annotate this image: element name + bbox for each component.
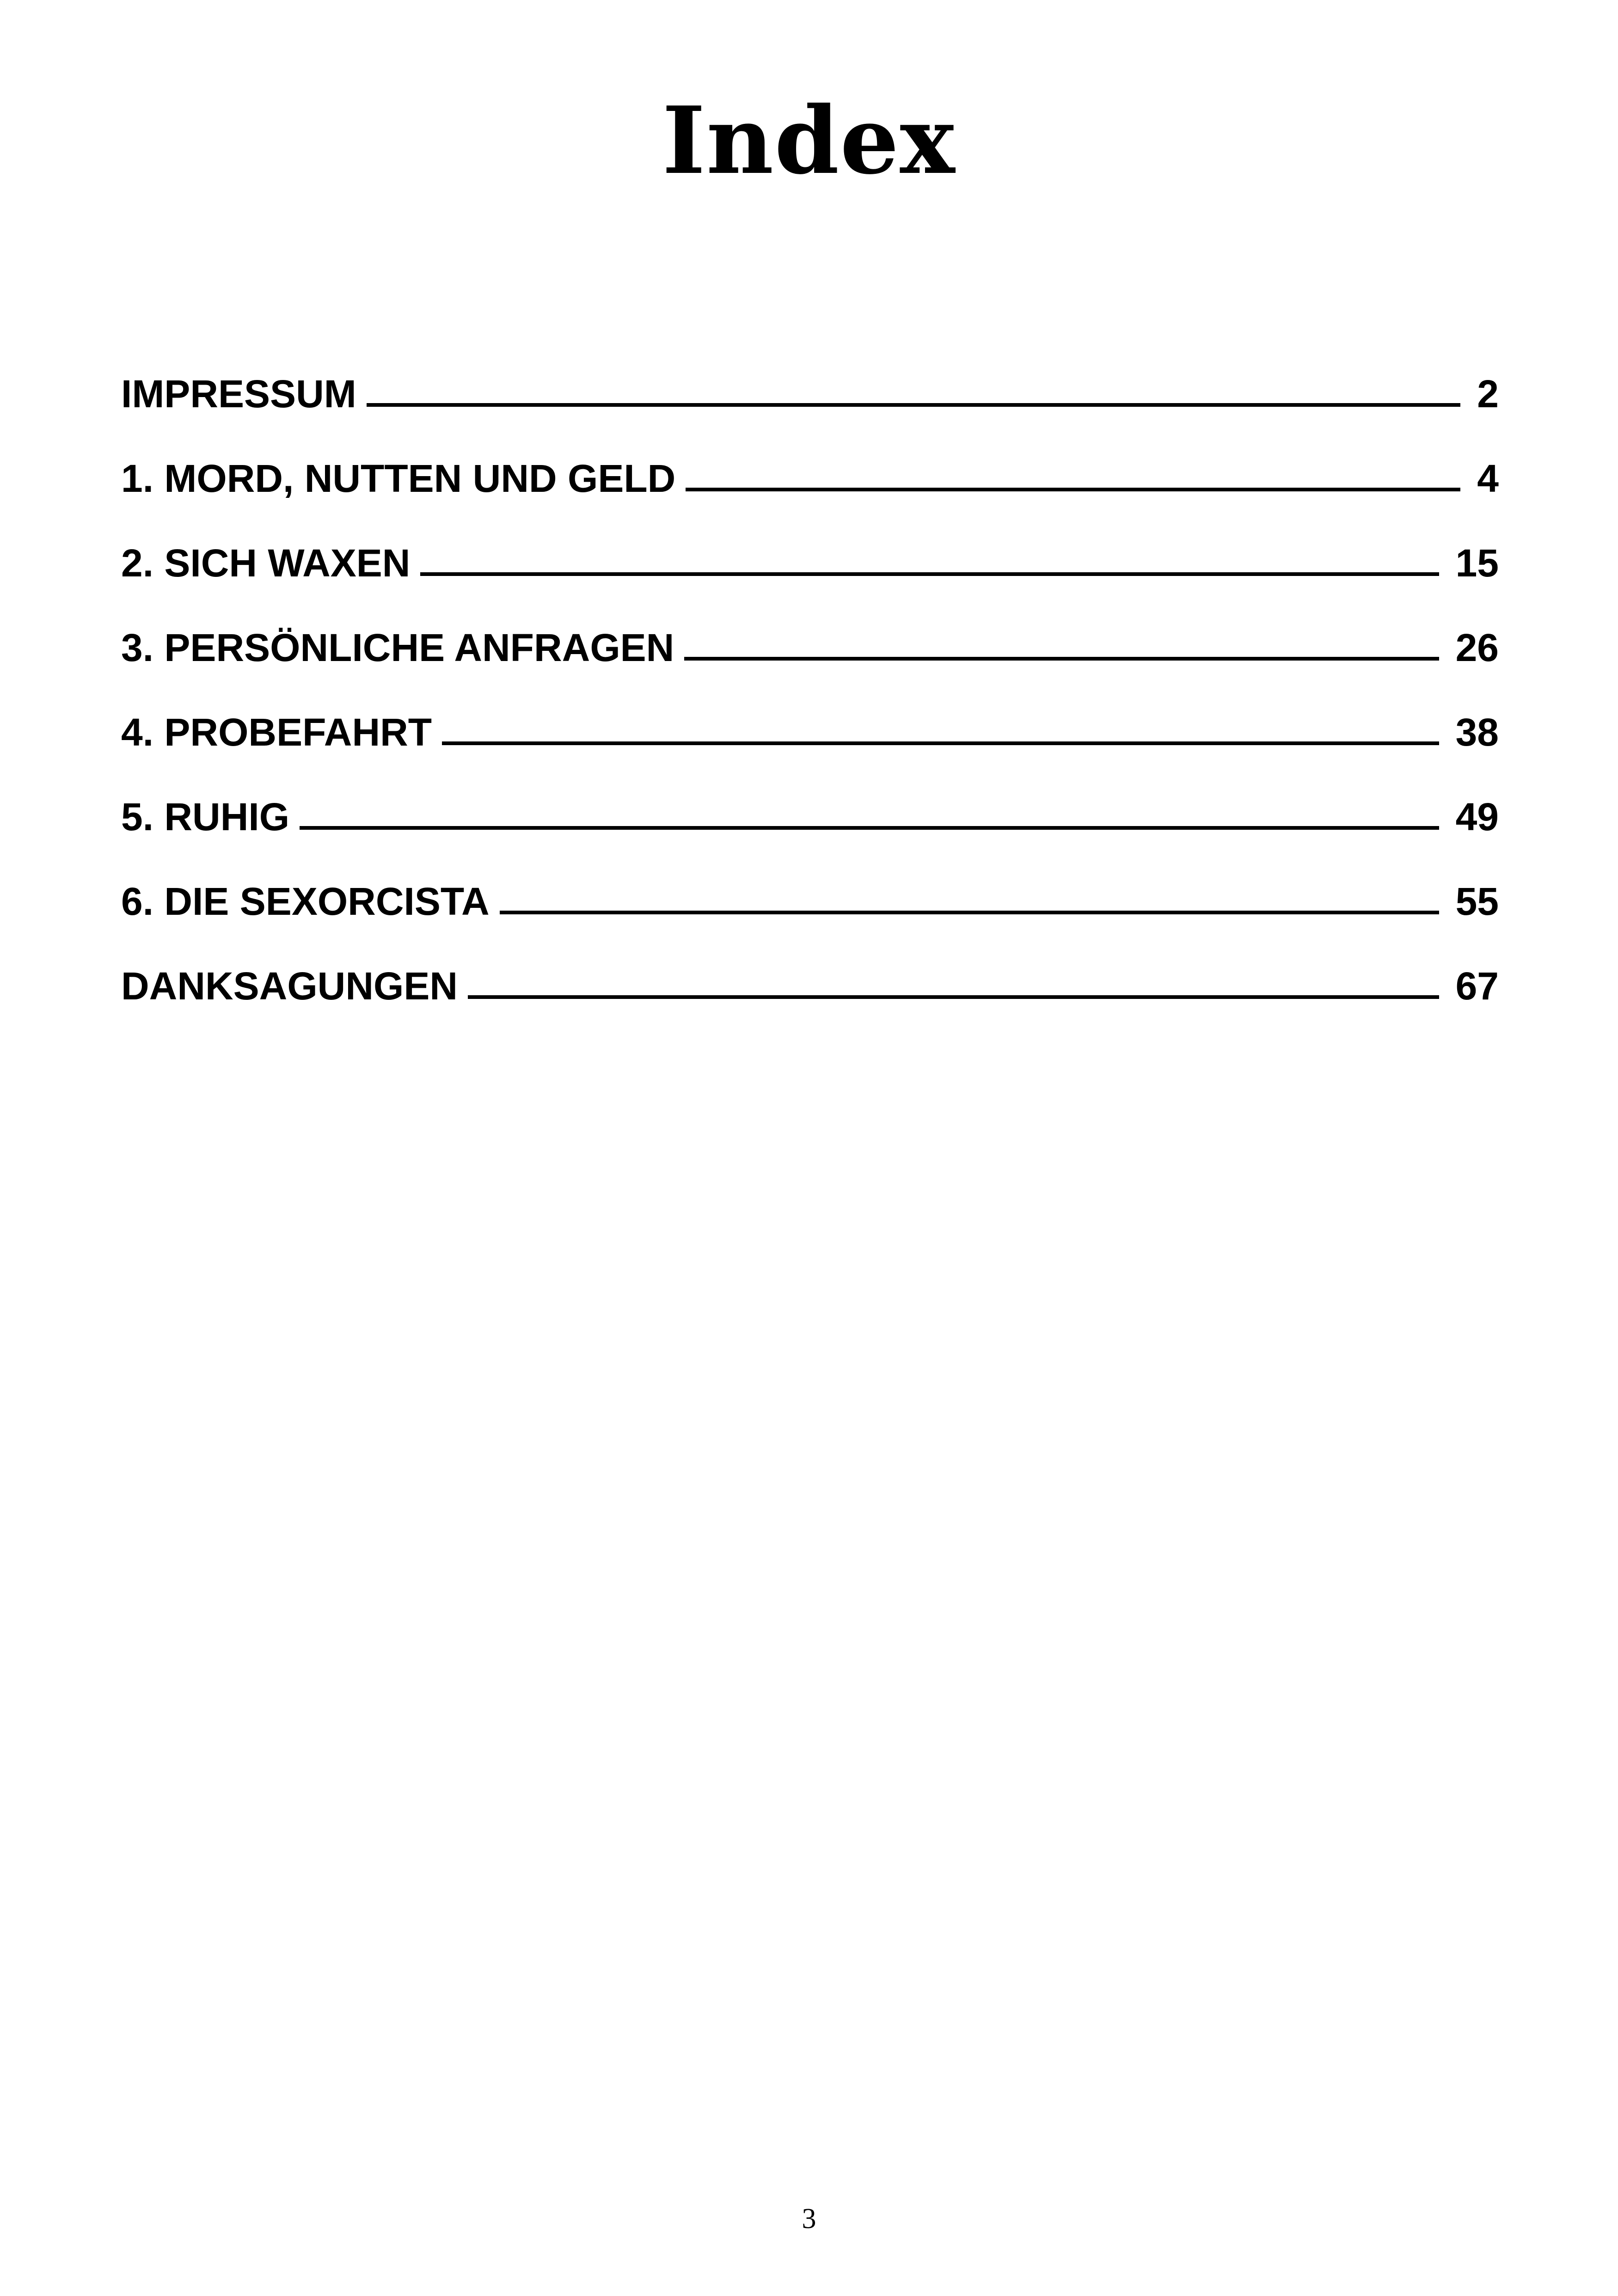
toc-entry-label: 1. MORD, NUTTEN UND GELD: [121, 457, 676, 500]
toc-entry-label: 5. RUHIG: [121, 795, 290, 839]
toc-entry-chapter-6[interactable]: [121, 843, 1499, 927]
toc-entry-page: 49: [1455, 795, 1499, 839]
toc-leader-line: [442, 741, 1439, 745]
toc-leader-line: [367, 403, 1461, 407]
toc-leader-line: [684, 657, 1439, 661]
toc-leader-line: [500, 911, 1439, 914]
toc-entry-label: 6. DIE SEXORCISTA: [121, 880, 490, 923]
toc-entry-page: 26: [1455, 626, 1499, 669]
toc-entry-chapter-5[interactable]: [121, 758, 1499, 843]
toc-entry-page: 67: [1455, 964, 1499, 1008]
toc-leader-line: [686, 488, 1460, 491]
toc-leader-line: [468, 995, 1439, 999]
toc-leader-line: [300, 826, 1439, 830]
table-of-contents: [121, 335, 1499, 1012]
toc-entry-page: 2: [1477, 372, 1499, 416]
toc-entry-chapter-4[interactable]: [121, 673, 1499, 758]
toc-entry-page: 55: [1455, 880, 1499, 923]
toc-entry-label: DANKSAGUNGEN: [121, 964, 458, 1008]
toc-entry-chapter-2[interactable]: [121, 504, 1499, 589]
toc-entry-label: 2. SICH WAXEN: [121, 541, 411, 585]
toc-entry-page: 15: [1455, 541, 1499, 585]
toc-entry-page: 38: [1455, 710, 1499, 754]
toc-entry-label: 3. PERSÖNLICHE ANFRAGEN: [121, 626, 674, 669]
toc-entry-danksagungen[interactable]: [121, 927, 1499, 1012]
toc-entry-chapter-3[interactable]: [121, 589, 1499, 673]
page-title: Index: [662, 86, 956, 195]
toc-leader-line: [420, 572, 1439, 576]
page-number: 3: [802, 2203, 816, 2235]
toc-entry-label: IMPRESSUM: [121, 372, 356, 416]
toc-entry-impressum[interactable]: [121, 335, 1499, 420]
toc-entry-page: 4: [1477, 457, 1499, 500]
toc-entry-chapter-1[interactable]: [121, 420, 1499, 504]
toc-entry-label: 4. PROBEFAHRT: [121, 710, 432, 754]
